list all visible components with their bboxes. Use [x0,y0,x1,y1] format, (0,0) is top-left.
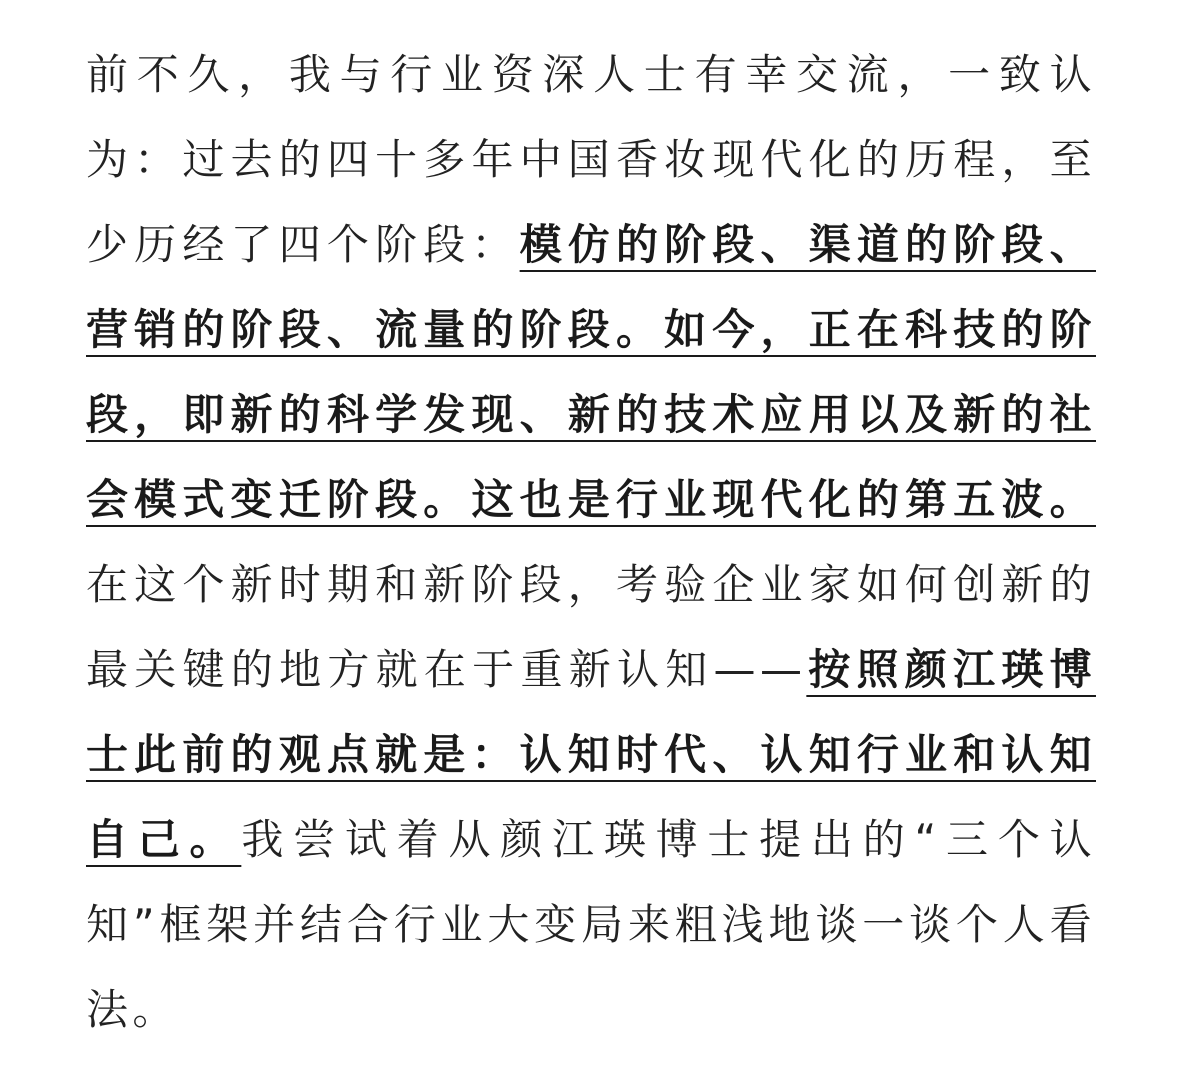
article-paragraph [86,32,1096,1052]
highlighted-stages-text: 模仿的阶段、渠道的阶段、营销的阶段、流量的阶段。如今，正在科技的阶段，即新的科学发现、新的技术应用以及新的社会模式变迁阶段。这也是行业现代化的第五波。 [86,220,1096,524]
closing-text: 我尝试着从颜江瑛博士提出的“三个认知”框架并结合行业大变局来粗浅地谈一谈个人看法。 [86,815,1096,1034]
highlighted-quote-text: 按照颜江瑛博士此前的观点就是：认知时代、认知行业和认知自己。 [86,645,1096,864]
intro-text: 前不久，我与行业资深人士有幸交流，一致认为：过去的四十多年中国香妆现代化的历程，至少历经了四个阶段： [86,50,1096,269]
body-text: 在这个新时期和新阶段，考验企业家如何创新的最关键的地方就在于重新认知—— [86,560,1096,694]
